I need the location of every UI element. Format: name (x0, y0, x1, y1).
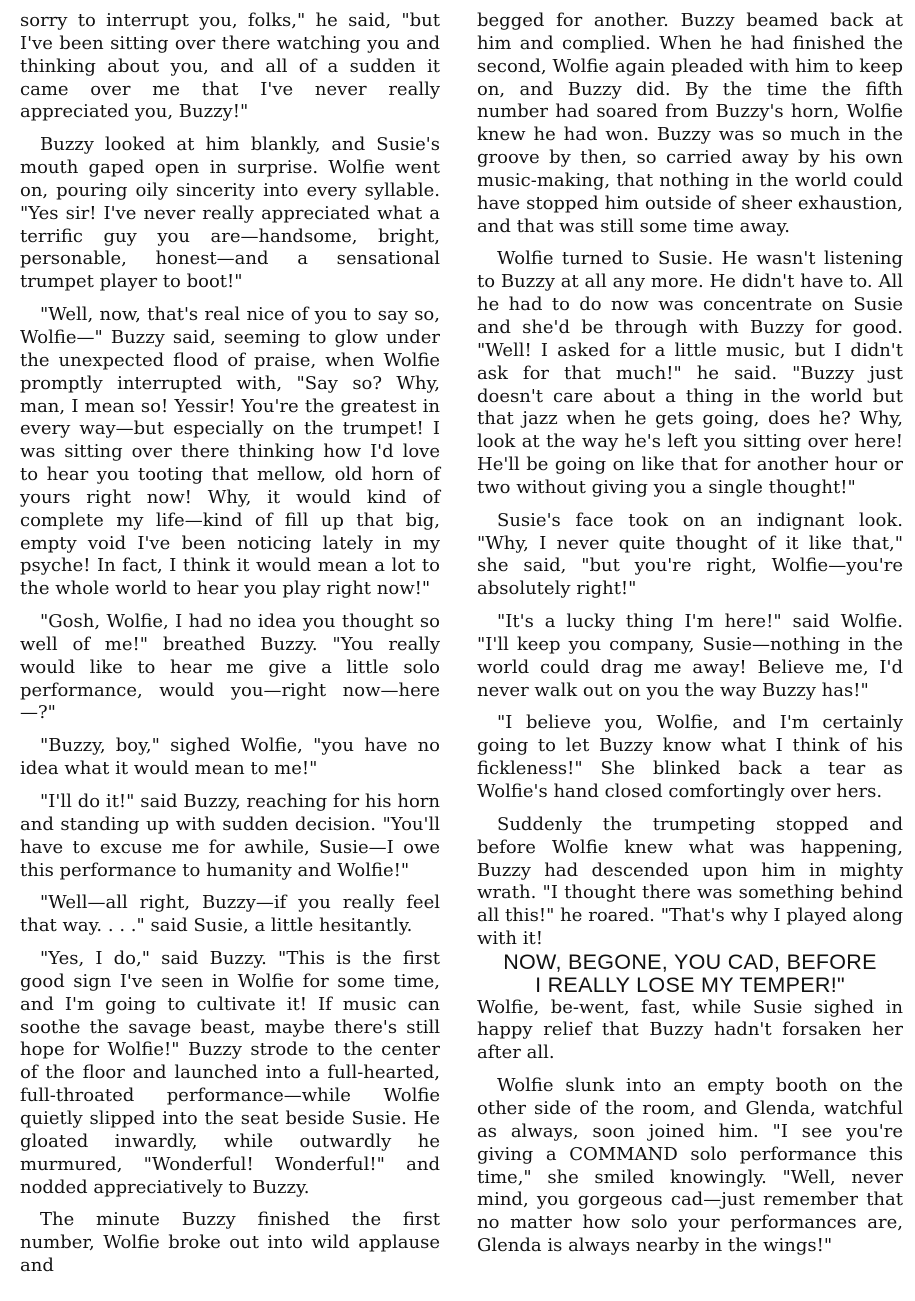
paragraph: Wolfie, be-went, fast, while Susie sighed in happy relief that Buzzy hadn't forsaken her after all. (477, 996, 903, 1064)
shout-line: NOW, BEGONE, YOU CAD, BEFORE (503, 949, 877, 974)
paragraph: "It's a lucky thing I'm here!" said Wolfie. "I'll keep you company, Susie—nothing in the world could drag me away! Believe me, I'd never walk out on you the way Buzzy has!" (477, 611, 903, 701)
paragraph: Buzzy looked at him blankly, and Susie's mouth gaped open in surprise. Wolfie went on, pouring oily sincerity into every syllable. "Yes sir! I've never really appreciated what a terrific guy you are—handsome, bright, personable, honest—and a sensational trumpet player to boot!" (20, 134, 440, 293)
paragraph: Suddenly the trumpeting stopped and before Wolfie knew what was happening, Buzzy had descended upon him in mighty wrath. "I thought there was something behind all this!" he roared. "That's why I played along with it! (477, 813, 903, 950)
paragraph: begged for another. Buzzy beamed back at him and complied. When he had finished the second, Wolfie again pleaded with him to keep on, and Buzzy did. By the time the fifth number had soared from Buzzy's horn, Wolfie knew he had won. Buzzy was so much in the groove by then, so carried away by his own music-making, that nothing in the world could have stopped him outside of sheer exhaustion, and that was still some time away. (477, 10, 903, 237)
paragraph: The minute Buzzy finished the first number, Wolfie broke out into wild applause and (20, 1209, 440, 1277)
paragraph: "Well—all right, Buzzy—if you really feel that way. . . ." said Susie, a little hesitantly. (20, 892, 440, 937)
paragraph: "Well, now, that's real nice of you to say so, Wolfie—" Buzzy said, seeming to glow under the unexpected flood of praise, when Wolfie promptly interrupted with, "Say so? Why, man, I mean so! Yessir! You're the greatest in every way—but especially on the trumpet! I was sitting over there thinking how I'd love to hear you tooting that mellow, old horn of yours right now! Why, it would kind of complete my life—kind of fill up that big, empty void I've been noticing lately in my psyche! In fact, I think it would mean a lot to the whole world to hear you play right now!" (20, 304, 440, 600)
paragraph: "I believe you, Wolfie, and I'm certainly going to let Buzzy know what I think of his fickleness!" She blinked back a tear as Wolfie's hand closed comfortingly over hers. (477, 712, 903, 802)
paragraph: "Buzzy, boy," sighed Wolfie, "you have no idea what it would mean to me!" (20, 735, 440, 780)
left-text-column (20, 10, 440, 1288)
paragraph: Susie's face took on an indignant look. "Why, I never quite thought of it like that," she said, "but you're right, Wolfie—you're absolutely right!" (477, 509, 903, 600)
right-text-column (477, 10, 903, 1268)
shout-line: I REALLY LOSE MY TEMPER!" (535, 972, 845, 997)
paragraph: "I'll do it!" said Buzzy, reaching for his horn and standing up with sudden decision. "You'll have to excuse me for awhile, Susie—I owe this performance to humanity and Wolfie!" (20, 791, 440, 881)
paragraph: Wolfie slunk into an empty booth on the other side of the room, and Glenda, watchful as always, soon joined him. "I see you're giving a COMMAND solo performance this time," she smiled knowingly. "Well, never mind, you gorgeous cad—just remember that no matter how solo your performances are, Glenda is always nearby in the wings!" (477, 1075, 903, 1257)
paragraph: sorry to interrupt you, folks," he said, "but I've been sitting over there watching you and thinking about you, and all of a sudden it came over me that I've never really appreciated you, Buzzy!" (20, 10, 440, 123)
paragraph: "Yes, I do," said Buzzy. "This is the first good sign I've seen in Wolfie for some time, and I'm going to cultivate it! If music can soothe the savage beast, maybe there's still hope for Wolfie!" Buzzy strode to the center of the floor and launched into a full-hearted, full-throated performance—while Wolfie quietly slipped into the seat beside Susie. He gloated inwardly, while outwardly he murmured, "Wonderful! Wonderful!" and nodded appreciatively to Buzzy. (20, 948, 440, 1198)
paragraph: Wolfie turned to Susie. He wasn't listening to Buzzy at all any more. He didn't have to. All he had to do now was concentrate on Susie and she'd be through with Buzzy for good. "Well! I asked for a little music, but I didn't ask for that much!" he said. "Buzzy just doesn't care about a thing in the world but that jazz when he gets going, does he? Why, look at the way he's left you sitting over here! He'll be going on like that for another hour or two without giving you a single thought!" (477, 248, 903, 498)
paragraph: "Gosh, Wolfie, I had no idea you thought so well of me!" breathed Buzzy. "You really would like to hear me give a little solo performance, would you—right now—here—?" (20, 611, 440, 724)
